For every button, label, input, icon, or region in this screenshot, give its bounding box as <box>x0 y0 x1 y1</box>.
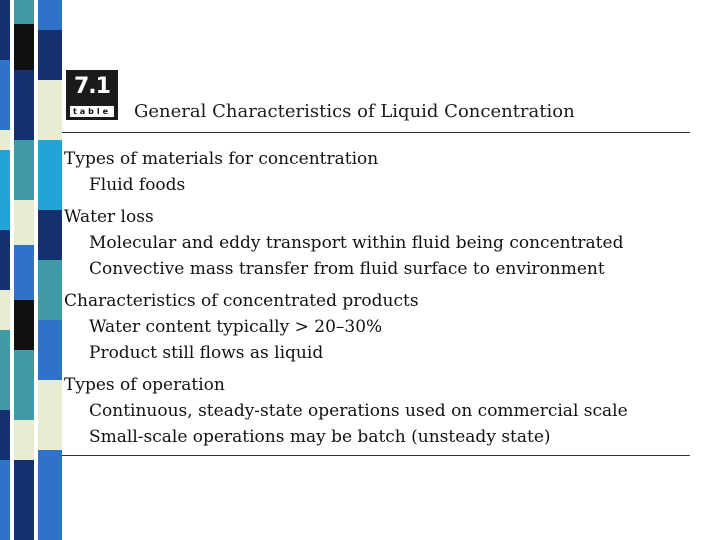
section-item: Product still flows as liquid <box>89 343 324 363</box>
stripe-block <box>38 210 62 260</box>
stripe-block <box>14 245 34 300</box>
section-materials <box>64 146 694 198</box>
table-number: 7.1 <box>74 74 110 99</box>
section-item: Molecular and eddy transport within fluid being concentrated <box>89 233 624 253</box>
top-rule <box>62 132 690 133</box>
section-item: Fluid foods <box>89 175 186 195</box>
stripe-block <box>14 300 34 350</box>
section-heading: Types of materials for concentration <box>64 149 379 169</box>
section-item: Continuous, steady-state operations used on commercial scale <box>89 401 628 421</box>
stripe-block <box>14 140 34 200</box>
section-heading: Types of operation <box>64 375 225 395</box>
stripe-block <box>0 330 10 410</box>
section-item: Water content typically > 20–30% <box>89 317 383 337</box>
stripe-block <box>0 460 10 540</box>
section-heading: Characteristics of concentrated products <box>64 291 419 311</box>
stripe-block <box>0 230 10 290</box>
stripe-block <box>38 140 62 210</box>
stripe-block <box>0 410 10 460</box>
section-products <box>64 288 694 366</box>
stripe-block <box>38 260 62 320</box>
section-operation <box>64 372 694 450</box>
stripe-block <box>38 380 62 450</box>
stripe-block <box>14 70 34 140</box>
decorative-side-stripe <box>0 0 64 540</box>
stripe-block <box>38 80 62 140</box>
section-item: Convective mass transfer from fluid surface to environment <box>89 259 605 279</box>
section-heading: Water loss <box>64 207 154 227</box>
table-title: General Characteristics of Liquid Concentration <box>134 101 575 122</box>
stripe-block <box>0 130 10 150</box>
stripe-block <box>38 320 62 380</box>
bottom-rule <box>62 455 690 456</box>
stripe-block <box>0 60 10 130</box>
stripe-block <box>14 420 34 460</box>
stripe-block <box>14 24 34 70</box>
stripe-block <box>0 290 10 330</box>
stripe-block <box>38 450 62 540</box>
section-water-loss <box>64 204 694 282</box>
stripe-block <box>0 150 10 230</box>
section-item: Small-scale operations may be batch (unsteady state) <box>89 427 551 447</box>
stripe-block <box>0 0 10 60</box>
table-body <box>64 146 694 456</box>
table-number-badge <box>66 70 118 120</box>
stripe-block <box>14 460 34 540</box>
stripe-block <box>14 350 34 420</box>
stripe-block <box>38 0 62 30</box>
stripe-block <box>14 0 34 24</box>
table-label: table <box>70 106 114 117</box>
stripe-block <box>14 200 34 245</box>
stripe-block <box>38 30 62 80</box>
